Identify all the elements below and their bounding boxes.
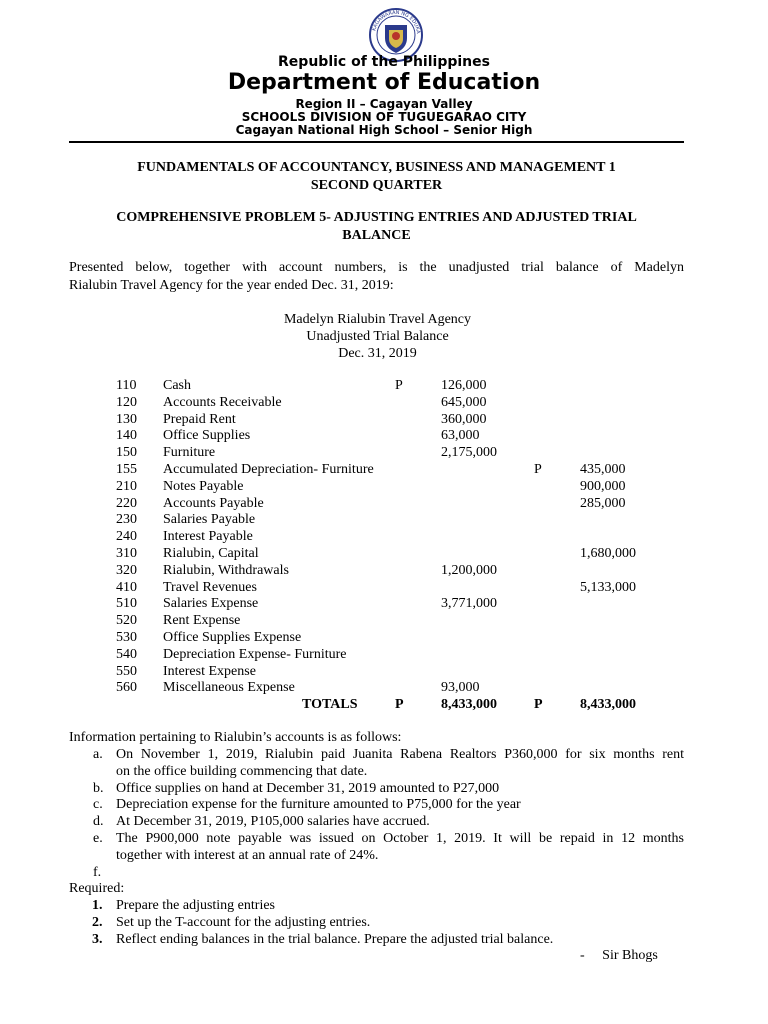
department-title: Department of Education [227,70,541,95]
cell-debit: 3,771,000 [441,596,497,612]
intro-line-1: Presented below, together with account numbers, is the unadjusted trial balance of Madelyn [69,260,684,275]
trial-balance-row [0,630,768,647]
cell-no: 320 [116,562,137,578]
cell-no: 530 [116,630,137,645]
info-item-marker: d. [93,814,104,830]
trial-balance-row [0,395,768,412]
intro-paragraph [69,259,684,295]
cell-no: 150 [116,445,137,461]
cell-account: Accounts Payable [163,495,264,511]
trial-balance-row [0,580,768,597]
cell-account: Salaries Payable [163,512,256,528]
cell-account: Miscellaneous Expense [163,680,295,696]
required-item-marker: 3. [92,932,103,947]
cell-account: Rialubin, Capital [163,546,259,561]
info-item-text: on the office building commencing that date. [116,763,368,779]
trial-balance-heading [0,311,755,362]
trial-balance-row [0,613,768,630]
cell-credit: 435,000 [580,462,626,477]
info-item-text: On November 1, 2019, Rialubin paid Juanita Rabena Realtors P360,000 for six months rent [116,747,684,762]
cell-account: Prepaid Rent [163,411,236,427]
cell-no: 210 [116,478,137,494]
subject-line-2: SECOND QUARTER [310,178,443,193]
cell-no: 240 [116,529,137,545]
trial-balance-row [0,664,768,681]
cell-no: 520 [116,613,137,629]
information-heading: Information pertaining to Rialubin’s accounts is as follows: [69,730,402,745]
cell-account: Cash [163,378,191,393]
cell-no: 220 [116,495,137,511]
header-divider [69,141,684,143]
cell-account: Office Supplies [163,428,251,444]
cell-debit: 2,175,000 [441,445,497,461]
cell-account: Interest Payable [163,529,253,545]
cell-no: 140 [116,428,137,444]
subject-line-1: FUNDAMENTALS OF ACCOUNTANCY, BUSINESS AND MANAGEMENT 1 [137,160,616,175]
signature-name: Sir Bhogs [602,948,658,963]
trial-balance-title: Unadjusted Trial Balance [306,329,449,344]
cell-no: 310 [116,546,137,561]
trial-balance-row [0,647,768,664]
required-heading: Required: [69,881,125,896]
school-line: Cagayan National High School – Senior High [235,123,533,137]
cell-no: 550 [116,663,137,679]
required-item-text: Set up the T-account for the adjusting entries. [116,915,371,930]
required-item-marker: 2. [92,915,103,930]
cell-no: 510 [116,596,137,612]
cell-debit: 645,000 [441,394,487,410]
required-item-text: Prepare the adjusting entries [116,898,276,913]
division-line: SCHOOLS DIVISION OF TUGUEGARAO CITY [241,110,527,124]
cell-no: 560 [116,680,137,696]
trial-balance-row [0,512,768,529]
region-line: Region II – Cagayan Valley [295,97,473,111]
intro-line-2: Rialubin Travel Agency for the year ended Dec. 31, 2019: [69,278,394,293]
cell-account: Rialubin, Withdrawals [163,562,289,578]
info-item-text: Depreciation expense for the furniture amounted to P75,000 for the year [116,797,521,813]
info-item-marker: c. [93,797,103,813]
trial-balance-row [0,378,768,395]
cell-debit: 1,200,000 [441,562,497,578]
cell-no: 230 [116,512,137,528]
cell-no: 120 [116,394,137,410]
cell-debit: 360,000 [441,411,487,427]
cell-dr-sym: P [395,697,404,713]
totals-label: TOTALS [302,697,358,713]
trial-balance-row [0,596,768,613]
signature-dash: - [580,948,585,963]
trial-balance-row [0,462,768,479]
info-item-marker: f. [93,864,102,880]
trial-balance-row [0,428,768,445]
info-item-text: Office supplies on hand at December 31, 2019 amounted to P27,000 [116,780,500,796]
cell-debit: 63,000 [441,428,480,444]
cell-cr-sym: P [534,697,543,713]
info-item-marker: b. [93,780,104,796]
cell-debit: 126,000 [441,378,487,393]
trial-balance-row [0,680,768,697]
svg-text:KAGAWARAN NG EDUKASYON: KAGAWARAN NG EDUKA [371,9,421,35]
cell-account: Accumulated Depreciation- Furniture [163,462,374,477]
cell-credit: 285,000 [580,495,626,511]
problem-line-2: BALANCE [342,228,411,243]
cell-no: 410 [116,579,137,595]
cell-account: Travel Revenues [163,579,257,595]
required-item-text: Reflect ending balances in the trial balance. Prepare the adjusted trial balance. [116,932,554,947]
cell-account: Depreciation Expense- Furniture [163,646,347,662]
cell-credit: 8,433,000 [580,697,636,713]
cell-credit: 5,133,000 [580,579,636,595]
company-name: Madelyn Rialubin Travel Agency [283,312,472,327]
cell-debit: 8,433,000 [441,697,497,713]
cell-account: Notes Payable [163,478,244,494]
trial-balance-row [0,496,768,513]
info-item-text: The P900,000 note payable was issued on October 1, 2019. It will be repaid in 12 months [116,831,684,846]
problem-line-1: COMPREHENSIVE PROBLEM 5- ADJUSTING ENTRIES AND ADJUSTED TRIAL [116,210,637,225]
info-item-text: At December 31, 2019, P105,000 salaries have accrued. [116,814,430,830]
info-item-marker: e. [93,831,103,846]
cell-dr-sym: P [395,378,403,393]
trial-balance-row [0,412,768,429]
info-item-marker: a. [93,747,103,762]
cell-no: 110 [116,378,137,393]
cell-account: Accounts Receivable [163,394,282,410]
signature [580,948,658,964]
trial-balance-row [0,563,768,580]
cell-no: 130 [116,411,137,427]
cell-cr-sym: P [534,462,542,477]
cell-account: Interest Expense [163,663,256,679]
subject-title [69,159,684,195]
cell-account: Office Supplies Expense [163,630,302,645]
cell-no: 155 [116,462,137,477]
cell-credit: 900,000 [580,478,626,494]
trial-balance-row [0,529,768,546]
required-item-marker: 1. [92,898,103,913]
cell-no: 540 [116,646,137,662]
trial-balance-row [0,479,768,496]
trial-balance-row [0,546,768,563]
trial-balance-date: Dec. 31, 2019 [338,346,417,361]
cell-account: Salaries Expense [163,596,259,612]
cell-debit: 93,000 [441,680,480,696]
info-item-text: together with interest at an annual rate of 24%. [116,847,379,863]
cell-credit: 1,680,000 [580,546,636,561]
cell-account: Rent Expense [163,613,241,629]
cell-account: Furniture [163,445,216,461]
republic-line: Republic of the Philippines [278,54,490,70]
totals-row [0,697,768,714]
trial-balance-row [0,445,768,462]
problem-title [69,209,684,245]
